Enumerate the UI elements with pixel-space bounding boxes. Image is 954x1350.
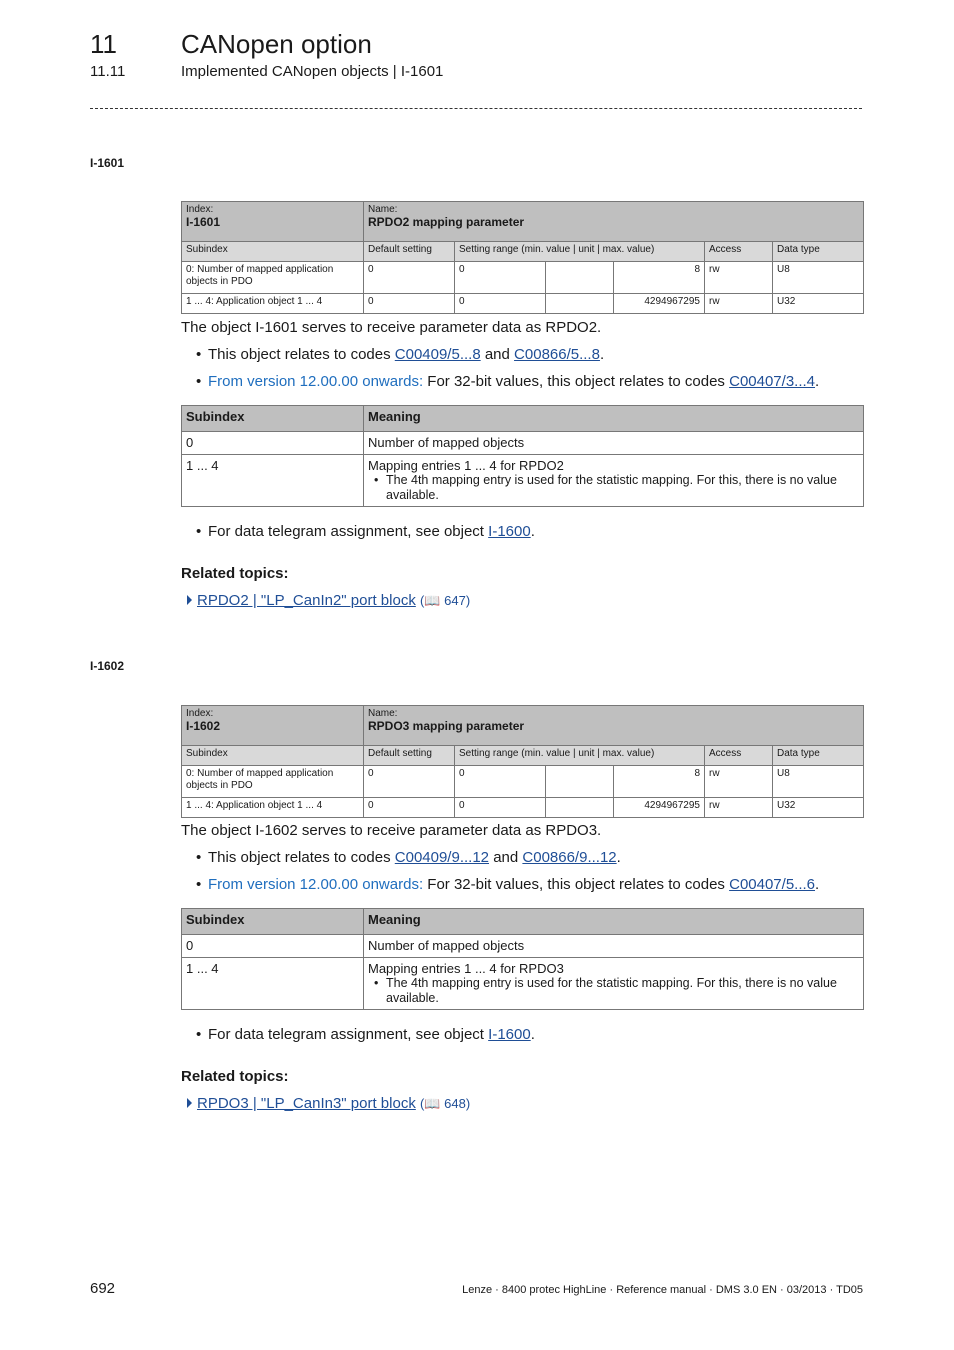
col-default: Default setting <box>364 242 455 262</box>
arrow-right-icon <box>187 595 192 605</box>
version-bullet: • From version 12.00.00 onwards: For 32-bit values, this object relates to codes C00407/3...4. <box>208 373 819 390</box>
page-reference[interactable]: (📖 648) <box>420 1096 471 1111</box>
object-link[interactable]: I-1600 <box>488 1026 531 1043</box>
header-divider <box>90 108 862 109</box>
col-access: Access <box>705 746 773 766</box>
assignment-bullet: • For data telegram assignment, see object I-1600. <box>208 1026 535 1043</box>
object-heading: I-1602 <box>90 659 125 673</box>
col-type: Data type <box>773 746 864 766</box>
table-row: 1 ... 4: Application object 1 ... 4 0 0 4294967295 rw U32 <box>182 294 864 314</box>
section-title: Implemented CANopen objects | I-1601 <box>181 63 444 80</box>
table-row: 1 ... 4: Application object 1 ... 4 0 0 4294967295 rw U32 <box>182 798 864 818</box>
col-range: Setting range (min. value | unit | max. value) <box>455 242 705 262</box>
index-cell: Index: I-1601 <box>182 202 364 242</box>
col-range: Setting range (min. value | unit | max. value) <box>455 746 705 766</box>
book-icon: 📖 <box>424 1096 441 1111</box>
table-row: 0 Number of mapped objects <box>182 432 864 455</box>
code-link[interactable]: C00866/5...8 <box>514 346 600 363</box>
version-note: From version 12.00.00 onwards: <box>208 876 424 893</box>
meaning-table: Subindex Meaning 0 Number of mapped objects 1 ... 4 Mapping entries 1 ... 4 for RPDO3 • The 4th mapping entry is used for the statistic mapping. For this, there is no value available. <box>181 908 864 1010</box>
col-subindex: Subindex <box>182 746 364 766</box>
col-access: Access <box>705 242 773 262</box>
object-table <box>181 201 864 314</box>
related-topic-item <box>187 592 470 609</box>
name-cell: Name: RPDO3 mapping parameter <box>364 706 864 746</box>
codes-bullet: • This object relates to codes C00409/5...8 and C00866/5...8. <box>208 346 604 363</box>
table-row: 1 ... 4 Mapping entries 1 ... 4 for RPDO3 • The 4th mapping entry is used for the statistic mapping. For this, there is no value available. <box>182 958 864 1010</box>
object-description: The object I-1601 serves to receive parameter data as RPDO2. <box>181 319 602 336</box>
code-link[interactable]: C00407/3...4 <box>729 373 816 390</box>
assignment-bullet: • For data telegram assignment, see object I-1600. <box>208 523 535 540</box>
object-link[interactable]: I-1600 <box>488 523 531 540</box>
related-topic-link[interactable]: RPDO3 | "LP_CanIn3" port block <box>197 1095 416 1112</box>
codes-bullet: • This object relates to codes C00409/9...12 and C00866/9...12. <box>208 849 621 866</box>
table-row: 1 ... 4 Mapping entries 1 ... 4 for RPDO2 • The 4th mapping entry is used for the statistic mapping. For this, there is no value available. <box>182 455 864 507</box>
version-note: From version 12.00.00 onwards: <box>208 373 424 390</box>
object-heading: I-1601 <box>90 156 125 170</box>
code-link[interactable]: C00409/9...12 <box>394 849 490 866</box>
chapter-number: 11 <box>90 29 117 59</box>
code-link[interactable]: C00409/5...8 <box>394 346 481 363</box>
table-row: 0: Number of mapped application objects in PDO 0 0 8 rw U8 <box>182 766 864 798</box>
code-link[interactable]: C00407/5...6 <box>729 876 816 893</box>
name-cell: Name: RPDO2 mapping parameter <box>364 202 864 242</box>
document-info: Lenze · 8400 protec HighLine · Reference manual · DMS 3.0 EN · 03/2013 · TD05 <box>462 1284 863 1296</box>
code-link[interactable]: C00866/9...12 <box>522 849 617 866</box>
section-number: 11.11 <box>90 63 126 80</box>
related-topics-heading: Related topics: <box>181 1068 289 1085</box>
col-subindex: Subindex <box>182 242 364 262</box>
arrow-right-icon <box>187 1098 192 1108</box>
related-topics-heading: Related topics: <box>181 565 289 582</box>
page-number: 692 <box>90 1280 116 1297</box>
object-description: The object I-1602 serves to receive parameter data as RPDO3. <box>181 822 602 839</box>
book-icon: 📖 <box>424 593 441 608</box>
col-default: Default setting <box>364 746 455 766</box>
table-row: 0 Number of mapped objects <box>182 935 864 958</box>
col-type: Data type <box>773 242 864 262</box>
object-table <box>181 705 864 818</box>
related-topic-item <box>187 1095 470 1112</box>
table-row: 0: Number of mapped application objects in PDO 0 0 8 rw U8 <box>182 262 864 294</box>
page-reference[interactable]: (📖 647) <box>420 593 471 608</box>
related-topic-link[interactable]: RPDO2 | "LP_CanIn2" port block <box>197 592 416 609</box>
version-bullet: • From version 12.00.00 onwards: For 32-bit values, this object relates to codes C00407/5...6. <box>208 876 819 893</box>
chapter-title: CANopen option <box>181 29 372 59</box>
index-cell: Index: I-1602 <box>182 706 364 746</box>
meaning-table: Subindex Meaning 0 Number of mapped objects 1 ... 4 Mapping entries 1 ... 4 for RPDO2 • The 4th mapping entry is used for the statistic mapping. For this, there is no value available. <box>181 405 864 507</box>
